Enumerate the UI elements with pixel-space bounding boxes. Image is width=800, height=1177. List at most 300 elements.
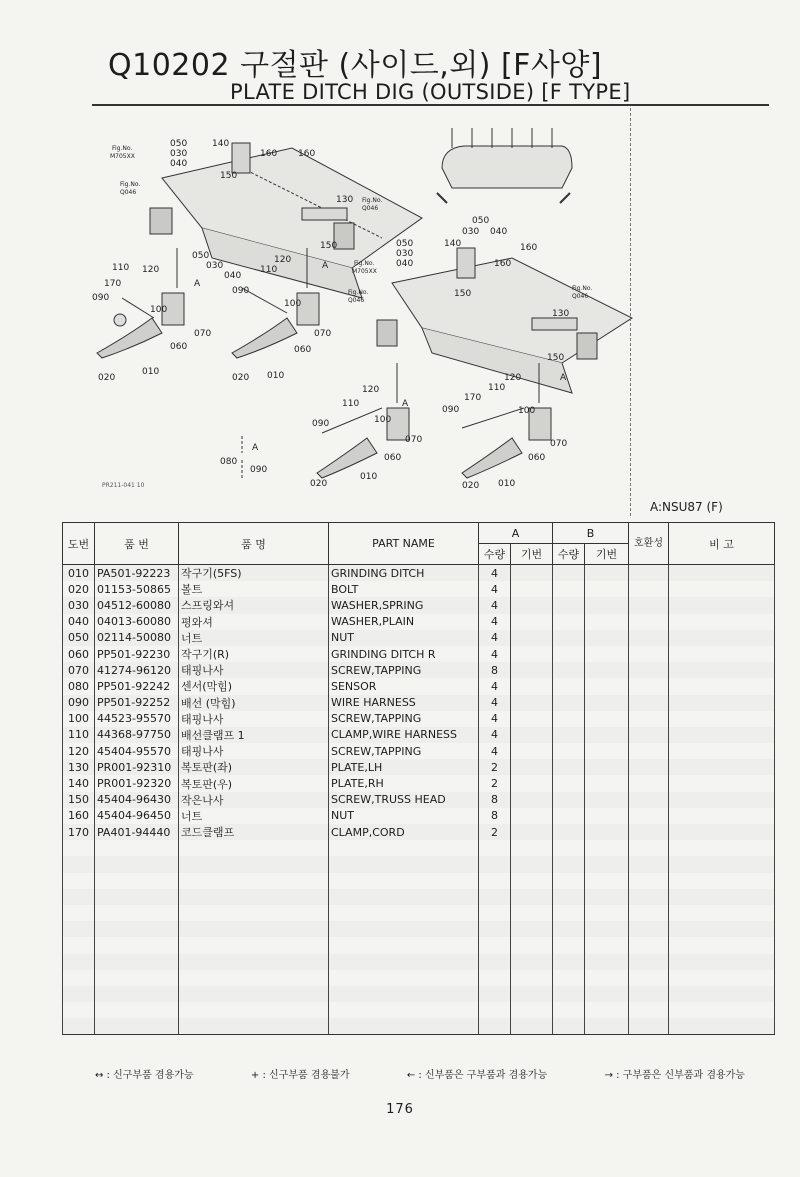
row-base-a <box>511 792 553 808</box>
header-group-b: B <box>553 523 629 544</box>
empty-cell <box>329 970 479 986</box>
row-no: 080 <box>63 678 95 694</box>
row-no: 070 <box>63 662 95 678</box>
empty-cell <box>629 889 669 905</box>
row-interchange <box>629 792 669 808</box>
sensor-box-4 <box>577 333 597 359</box>
row-name-en: PLATE,LH <box>329 759 479 775</box>
row-name-en: PLATE,RH <box>329 775 479 791</box>
svg-text:A: A <box>402 399 409 409</box>
empty-cell <box>179 840 329 856</box>
legend-item: → : 구부품은 신부품과 겸용가능 <box>604 1070 745 1081</box>
header-qty-b: 수량 <box>553 544 585 565</box>
row-base-b <box>585 727 629 743</box>
row-base-b <box>585 711 629 727</box>
svg-text:M705XX: M705XX <box>110 153 135 160</box>
svg-text:060: 060 <box>170 342 188 352</box>
row-qty-b <box>553 614 585 630</box>
row-base-a <box>511 630 553 646</box>
row-base-b <box>585 614 629 630</box>
empty-cell <box>95 889 179 905</box>
sensor-box-1 <box>150 208 172 234</box>
row-interchange <box>629 695 669 711</box>
row-base-b <box>585 808 629 824</box>
header-qty-a: 수량 <box>479 544 511 565</box>
row-base-b <box>585 630 629 646</box>
svg-text:160: 160 <box>260 149 278 159</box>
row-qty-a: 2 <box>479 759 511 775</box>
empty-cell <box>479 905 511 921</box>
row-name-en: CLAMP,WIRE HARNESS <box>329 727 479 743</box>
row-part-no: PR001-92310 <box>95 759 179 775</box>
compatibility-legend <box>95 1066 745 1081</box>
row-base-a <box>511 662 553 678</box>
empty-cell <box>669 905 775 921</box>
empty-cell <box>329 1018 479 1035</box>
empty-cell <box>479 889 511 905</box>
row-base-a <box>511 727 553 743</box>
svg-text:Q046: Q046 <box>362 205 379 212</box>
table-row-empty <box>63 954 775 970</box>
empty-cell <box>63 937 95 953</box>
row-base-b <box>585 824 629 840</box>
empty-cell <box>511 1002 553 1018</box>
svg-text:070: 070 <box>314 329 332 339</box>
empty-cell <box>553 840 585 856</box>
row-qty-b <box>553 695 585 711</box>
row-interchange <box>629 678 669 694</box>
empty-cell <box>585 873 629 889</box>
header-no: 도번 <box>63 523 95 565</box>
svg-text:030: 030 <box>170 149 188 159</box>
empty-cell <box>95 905 179 921</box>
empty-cell <box>669 856 775 872</box>
svg-text:030: 030 <box>462 227 480 237</box>
model-note: A:NSU87 (F) <box>650 500 723 514</box>
svg-text:040: 040 <box>170 159 188 169</box>
row-part-no: 45404-96430 <box>95 792 179 808</box>
row-qty-b <box>553 630 585 646</box>
row-name-ko: 너트 <box>179 808 329 824</box>
header-rule <box>92 104 769 106</box>
row-base-b <box>585 759 629 775</box>
svg-text:040: 040 <box>396 259 414 269</box>
empty-cell <box>629 1018 669 1035</box>
table-row-empty <box>63 840 775 856</box>
row-name-en: SCREW,TRUSS HEAD <box>329 792 479 808</box>
row-remarks <box>669 775 775 791</box>
row-part-no: 45404-95570 <box>95 743 179 759</box>
empty-cell <box>479 970 511 986</box>
table-row <box>63 727 775 743</box>
row-base-a <box>511 759 553 775</box>
row-interchange <box>629 743 669 759</box>
row-name-ko: 스프링와셔 <box>179 597 329 613</box>
row-qty-b <box>553 662 585 678</box>
empty-cell <box>479 1018 511 1035</box>
table-row <box>63 614 775 630</box>
legend-item: + : 신구부품 겸용불가 <box>250 1070 350 1081</box>
table-row <box>63 792 775 808</box>
svg-text:160: 160 <box>298 149 316 159</box>
svg-text:M705XX: M705XX <box>352 268 377 275</box>
empty-cell <box>553 889 585 905</box>
empty-cell <box>553 970 585 986</box>
row-name-en: SCREW,TAPPING <box>329 711 479 727</box>
row-remarks <box>669 759 775 775</box>
row-no: 010 <box>63 565 95 582</box>
empty-cell <box>511 970 553 986</box>
empty-cell <box>669 921 775 937</box>
row-qty-b <box>553 565 585 582</box>
row-no: 120 <box>63 743 95 759</box>
empty-cell <box>329 889 479 905</box>
row-interchange <box>629 824 669 840</box>
svg-text:Q046: Q046 <box>572 293 589 300</box>
header-remarks: 비 고 <box>669 523 775 565</box>
row-part-no: 02114-50080 <box>95 630 179 646</box>
header-part-no: 품 번 <box>95 523 179 565</box>
row-remarks <box>669 565 775 582</box>
empty-cell <box>553 873 585 889</box>
parts-table-body <box>63 565 775 1035</box>
svg-text:130: 130 <box>336 195 354 205</box>
svg-text:110: 110 <box>342 399 360 409</box>
row-qty-a: 4 <box>479 727 511 743</box>
row-base-b <box>585 597 629 613</box>
empty-cell <box>511 905 553 921</box>
row-interchange <box>629 565 669 582</box>
row-base-b <box>585 646 629 662</box>
diagram-ref-code: PR211-041 10 <box>102 482 145 489</box>
table-row-empty <box>63 905 775 921</box>
row-remarks <box>669 743 775 759</box>
empty-cell <box>511 840 553 856</box>
row-remarks <box>669 597 775 613</box>
svg-text:070: 070 <box>405 435 423 445</box>
svg-text:120: 120 <box>504 373 522 383</box>
row-remarks <box>669 662 775 678</box>
svg-text:170: 170 <box>464 393 482 403</box>
empty-cell <box>95 921 179 937</box>
row-part-no: PP501-92252 <box>95 695 179 711</box>
empty-cell <box>329 937 479 953</box>
empty-cell <box>669 986 775 1002</box>
row-qty-b <box>553 743 585 759</box>
svg-text:060: 060 <box>528 453 546 463</box>
svg-text:020: 020 <box>462 481 480 491</box>
row-name-ko: 작구기(5FS) <box>179 565 329 582</box>
empty-cell <box>511 954 553 970</box>
svg-text:050: 050 <box>170 139 188 149</box>
row-qty-a: 4 <box>479 695 511 711</box>
empty-cell <box>63 905 95 921</box>
row-name-ko: 태핑나사 <box>179 711 329 727</box>
row-qty-b <box>553 759 585 775</box>
empty-cell <box>329 986 479 1002</box>
empty-cell <box>585 840 629 856</box>
ditch-right-2 <box>462 438 522 478</box>
table-header-row <box>63 523 775 544</box>
svg-text:150: 150 <box>220 171 238 181</box>
svg-text:Fig.No.: Fig.No. <box>120 181 141 188</box>
parts-table <box>62 522 775 1035</box>
empty-cell <box>95 954 179 970</box>
empty-cell <box>63 873 95 889</box>
row-base-b <box>585 678 629 694</box>
empty-cell <box>179 873 329 889</box>
empty-cell <box>95 873 179 889</box>
row-name-en: SCREW,TAPPING <box>329 662 479 678</box>
row-qty-b <box>553 646 585 662</box>
row-qty-a: 2 <box>479 775 511 791</box>
row-remarks <box>669 824 775 840</box>
row-remarks <box>669 646 775 662</box>
row-interchange <box>629 711 669 727</box>
svg-text:050: 050 <box>192 251 210 261</box>
empty-cell <box>553 986 585 1002</box>
row-name-ko: 배선 (막힘) <box>179 695 329 711</box>
empty-cell <box>511 921 553 937</box>
empty-cell <box>95 937 179 953</box>
empty-cell <box>553 1018 585 1035</box>
header-interchange: 호환성 <box>629 523 669 565</box>
empty-cell <box>63 889 95 905</box>
row-name-en: GRINDING DITCH R <box>329 646 479 662</box>
row-remarks <box>669 678 775 694</box>
row-part-no: 45404-96450 <box>95 808 179 824</box>
row-name-ko: 복토판(좌) <box>179 759 329 775</box>
empty-cell <box>179 937 329 953</box>
empty-cell <box>95 1002 179 1018</box>
empty-cell <box>479 986 511 1002</box>
empty-cell <box>63 1002 95 1018</box>
empty-cell <box>629 840 669 856</box>
row-name-ko: 작구기(R) <box>179 646 329 662</box>
empty-cell <box>479 1002 511 1018</box>
row-qty-a: 4 <box>479 646 511 662</box>
empty-cell <box>329 1002 479 1018</box>
svg-text:020: 020 <box>98 373 116 383</box>
empty-cell <box>179 921 329 937</box>
empty-cell <box>329 873 479 889</box>
row-qty-b <box>553 792 585 808</box>
empty-cell <box>585 905 629 921</box>
row-interchange <box>629 808 669 824</box>
svg-text:Fig.No.: Fig.No. <box>572 285 593 292</box>
svg-text:090: 090 <box>232 286 250 296</box>
row-name-en: WASHER,PLAIN <box>329 614 479 630</box>
row-qty-b <box>553 581 585 597</box>
row-qty-b <box>553 727 585 743</box>
row-remarks <box>669 614 775 630</box>
row-name-ko: 평와셔 <box>179 614 329 630</box>
header-name-ko: 품 명 <box>179 523 329 565</box>
table-row <box>63 695 775 711</box>
row-qty-b <box>553 808 585 824</box>
row-no: 110 <box>63 727 95 743</box>
row-qty-b <box>553 678 585 694</box>
row-interchange <box>629 581 669 597</box>
empty-cell <box>629 1002 669 1018</box>
table-row-empty <box>63 970 775 986</box>
svg-text:110: 110 <box>112 263 130 273</box>
row-part-no: PP501-92230 <box>95 646 179 662</box>
empty-cell <box>553 954 585 970</box>
row-base-b <box>585 695 629 711</box>
row-qty-a: 8 <box>479 792 511 808</box>
empty-cell <box>629 954 669 970</box>
empty-cell <box>669 1018 775 1035</box>
empty-cell <box>669 937 775 953</box>
table-row <box>63 759 775 775</box>
row-name-en: GRINDING DITCH <box>329 565 479 582</box>
empty-cell <box>63 1018 95 1035</box>
svg-text:120: 120 <box>142 265 160 275</box>
row-qty-a: 4 <box>479 614 511 630</box>
frame-left <box>162 148 422 268</box>
row-interchange <box>629 630 669 646</box>
row-qty-b <box>553 597 585 613</box>
header-base-b: 기번 <box>585 544 629 565</box>
row-remarks <box>669 792 775 808</box>
empty-cell <box>63 970 95 986</box>
row-part-no: PR001-92320 <box>95 775 179 791</box>
row-qty-a: 4 <box>479 581 511 597</box>
legend-item: ↔ : 신구부품 겸용가능 <box>95 1070 194 1081</box>
empty-cell <box>179 970 329 986</box>
row-remarks <box>669 630 775 646</box>
svg-text:170: 170 <box>104 279 122 289</box>
svg-text:A: A <box>560 373 567 383</box>
svg-text:140: 140 <box>212 139 230 149</box>
row-name-ko: 작은나사 <box>179 792 329 808</box>
empty-cell <box>329 905 479 921</box>
table-row-empty <box>63 873 775 889</box>
row-remarks <box>669 695 775 711</box>
row-qty-b <box>553 711 585 727</box>
row-part-no: PA501-92223 <box>95 565 179 582</box>
table-row <box>63 678 775 694</box>
svg-text:060: 060 <box>294 345 312 355</box>
table-row <box>63 775 775 791</box>
row-name-en: CLAMP,CORD <box>329 824 479 840</box>
empty-cell <box>511 937 553 953</box>
row-qty-a: 8 <box>479 808 511 824</box>
svg-text:020: 020 <box>310 479 328 489</box>
plate-130-a <box>302 208 347 220</box>
svg-text:Fig.No.: Fig.No. <box>362 197 383 204</box>
empty-cell <box>479 873 511 889</box>
svg-text:010: 010 <box>360 472 378 482</box>
svg-text:040: 040 <box>490 227 508 237</box>
table-row-empty <box>63 1002 775 1018</box>
svg-text:080: 080 <box>220 457 238 467</box>
row-part-no: 44523-95570 <box>95 711 179 727</box>
row-name-ko: 태핑나사 <box>179 743 329 759</box>
row-interchange <box>629 614 669 630</box>
row-no: 130 <box>63 759 95 775</box>
table-row-empty <box>63 856 775 872</box>
row-part-no: 41274-96120 <box>95 662 179 678</box>
row-base-b <box>585 581 629 597</box>
row-base-a <box>511 597 553 613</box>
svg-text:110: 110 <box>488 383 506 393</box>
ditch-left-1 <box>97 318 162 358</box>
row-name-en: NUT <box>329 808 479 824</box>
row-part-no: PP501-92242 <box>95 678 179 694</box>
empty-cell <box>179 889 329 905</box>
table-row <box>63 808 775 824</box>
row-no: 160 <box>63 808 95 824</box>
header-group-a: A <box>479 523 553 544</box>
row-name-en: SCREW,TAPPING <box>329 743 479 759</box>
svg-text:100: 100 <box>518 406 536 416</box>
row-remarks <box>669 711 775 727</box>
row-base-a <box>511 743 553 759</box>
empty-cell <box>63 921 95 937</box>
empty-cell <box>329 856 479 872</box>
empty-cell <box>585 921 629 937</box>
row-name-en: NUT <box>329 630 479 646</box>
svg-text:100: 100 <box>284 299 302 309</box>
page-subtitle: PLATE DITCH DIG (OUTSIDE) [F TYPE] <box>230 80 631 104</box>
table-row <box>63 581 775 597</box>
row-no: 020 <box>63 581 95 597</box>
svg-text:130: 130 <box>552 309 570 319</box>
row-part-no: 44368-97750 <box>95 727 179 743</box>
svg-text:040: 040 <box>224 271 242 281</box>
row-interchange <box>629 597 669 613</box>
row-base-b <box>585 565 629 582</box>
svg-text:160: 160 <box>520 243 538 253</box>
empty-cell <box>63 986 95 1002</box>
row-qty-a: 8 <box>479 662 511 678</box>
svg-text:090: 090 <box>250 465 268 475</box>
header-base-a: 기번 <box>511 544 553 565</box>
row-base-a <box>511 581 553 597</box>
svg-text:150: 150 <box>320 241 338 251</box>
row-interchange <box>629 775 669 791</box>
diagram-divider <box>630 108 631 516</box>
ditch-body-2 <box>297 293 319 325</box>
empty-cell <box>479 954 511 970</box>
row-name-ko: 볼트 <box>179 581 329 597</box>
table-row <box>63 646 775 662</box>
empty-cell <box>95 840 179 856</box>
empty-cell <box>479 937 511 953</box>
row-name-ko: 복토판(우) <box>179 775 329 791</box>
svg-text:Q046: Q046 <box>348 297 365 304</box>
row-name-ko: 태핑나사 <box>179 662 329 678</box>
table-row-empty <box>63 889 775 905</box>
row-no: 060 <box>63 646 95 662</box>
svg-text:110: 110 <box>260 265 278 275</box>
row-no: 100 <box>63 711 95 727</box>
row-name-ko: 센서(막힘) <box>179 678 329 694</box>
bracket-140-b <box>457 248 475 278</box>
empty-cell <box>179 1018 329 1035</box>
row-interchange <box>629 759 669 775</box>
table-row <box>63 630 775 646</box>
empty-cell <box>179 954 329 970</box>
table-row-empty <box>63 921 775 937</box>
empty-cell <box>585 954 629 970</box>
row-qty-a: 4 <box>479 743 511 759</box>
svg-text:090: 090 <box>92 293 110 303</box>
empty-cell <box>629 921 669 937</box>
table-row <box>63 824 775 840</box>
